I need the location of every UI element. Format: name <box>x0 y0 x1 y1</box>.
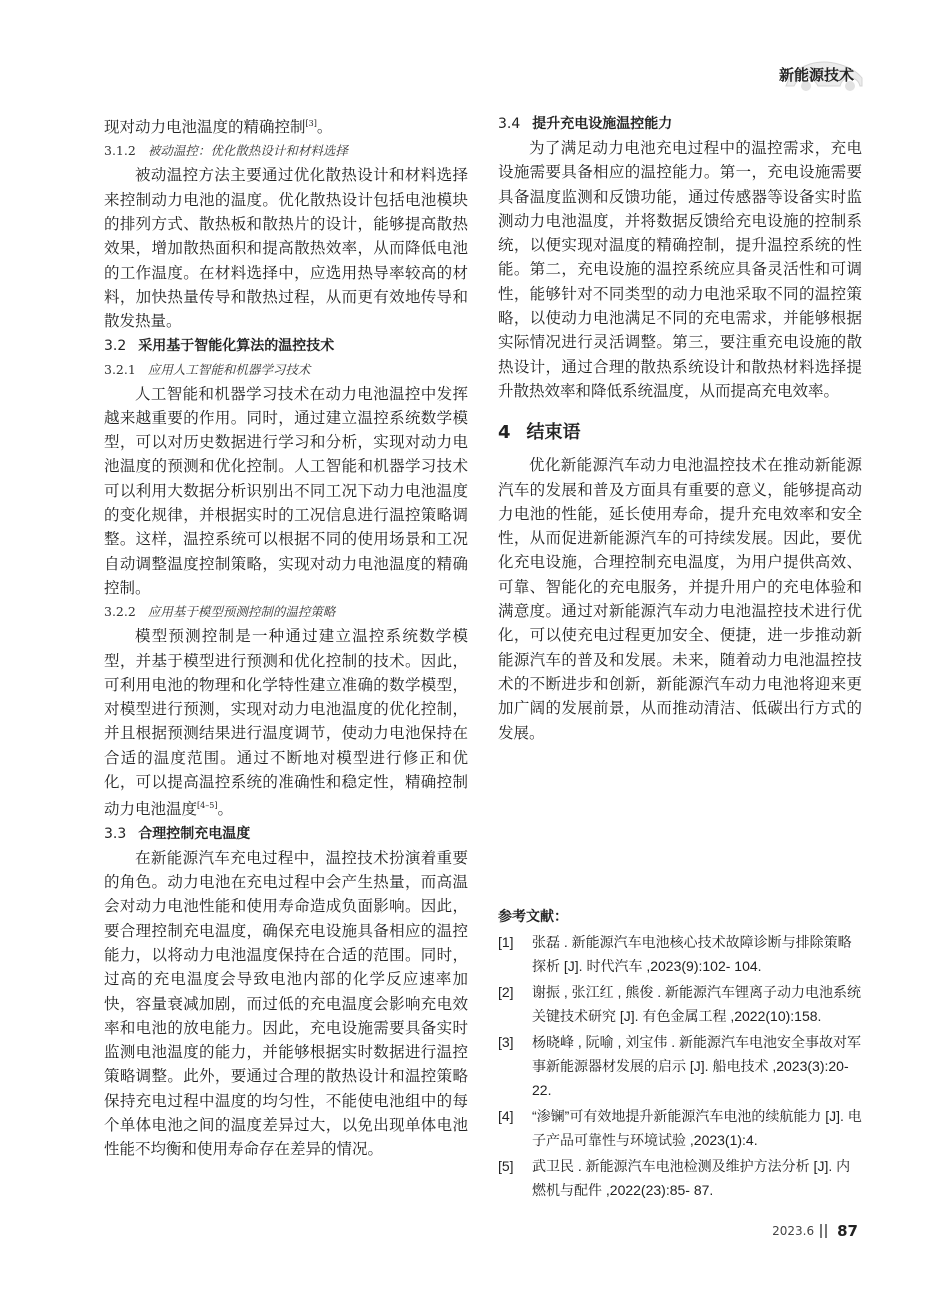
reference-text: 谢振 , 张江红 , 熊俊 . 新能源汽车锂离子动力电池系统关键技术研究 [J]. 有色金属工程 ,2022(10):158. <box>532 984 862 1024</box>
reference-text: 杨晓峰 , 阮喻 , 刘宝伟 . 新能源汽车电池安全事故对军事新能源器材发展的启示 [J]. 船电技术 ,2023(3):20- 22. <box>532 1034 862 1098</box>
reference-item <box>498 930 862 978</box>
section-heading <box>104 334 468 358</box>
paragraph-text: 模型预测控制是一种通过建立温控系统数学模型，并基于模型进行预测和优化控制的技术。因此，可利用电池的物理和化学特性建立准确的数学模型，对模型进行预测，实现对动力电池温度的优化控制，并且根据预测结果进行温度调节，使动力电池保持在合适的温度范围。通过不断地对模型进行修正和优化，可以提高温控系统的准确性和稳定性，精确控制动力电池温度 <box>104 627 468 819</box>
paragraph: 人工智能和机器学习技术在动力电池温控中发挥越来越重要的作用。同时，通过建立温控系统数学模型，可以对历史数据进行学习和分析，实现对动力电池温度的预测和优化控制。人工智能和机器学习技术可以利用大数据分析识别出不同工况下动力电池温度的变化规律，并根据实时的工况信息进行温控策略调整。这样，温控系统可以根据不同的使用场景和工况自动调整温度控制策略，实现对动力电池温度的精确控制。 <box>104 384 468 597</box>
references-title: 参考文献： <box>498 909 568 925</box>
reference-number: [2] <box>498 984 514 1000</box>
left-column <box>104 112 468 1162</box>
right-column <box>498 112 862 745</box>
issue-date: 2023.6 <box>772 1224 815 1238</box>
section-heading <box>104 822 468 846</box>
paragraph-end: 。 <box>217 800 233 819</box>
paragraph: 为了满足动力电池充电过程中的温控需求，充电设施需要具备相应的温控能力。第一，充电设施需要具备温度监测和反馈功能，通过传感器等设备实时监测动力电池温度，并将数据反馈给充电设施的控制系统，以便实现对温度的精确控制，提升温控系统的性能。第二，充电设施的温控系统应具备灵活性和可调性，能够针对不同类型的动力电池采取不同的温控策略，以使动力电池满足不同的充电需求，并能够根据实际情况进行灵活调整。第三，要注重充电设施的散热设计，通过合理的散热系统设计和散热材料选择提升散热效率和降低系统温度，从而提高充电效率。 <box>498 139 862 400</box>
reference-item <box>498 1030 862 1102</box>
section-number: 3.3 <box>104 825 127 842</box>
paragraph: 优化新能源汽车动力电池温控技术在推动新能源汽车的发展和普及方面具有重要的意义，能够提高动力电池的性能，延长使用寿命，提升充电效率和安全性，从而促进新能源汽车的可持续发展。因此，要优化充电设施，合理控制充电温度，为用户提供高效、可靠、智能化的充电服务，并提升用户的充电体验和满意度。通过对新能源汽车动力电池温控技术进行优化，可以使充电过程更加安全、便捷，进一步推动新能源汽车的普及和发展。未来，随着动力电池温控技术的不断进步和创新，新能源汽车动力电池将迎来更加广阔的发展前景，从而推动清洁、低碳出行方式的发展。 <box>498 456 862 742</box>
reference-text: 张磊 . 新能源汽车电池核心技术故障诊断与排除策略探析 [J]. 时代汽车 ,2023(9):102- 104. <box>532 934 852 974</box>
chapter-heading <box>498 421 862 445</box>
footer-divider <box>820 1224 822 1238</box>
section-title: 提升充电设施温控能力 <box>532 116 673 132</box>
paragraph <box>104 624 468 822</box>
subsection-heading <box>104 358 468 382</box>
reference-list <box>498 930 862 1204</box>
section-number: 3.2 <box>104 337 127 354</box>
reference-text: “渗镧”可有效地提升新能源汽车电池的续航能力 [J]. 电子产品可靠性与环境试验 ,2023(1):4. <box>532 1108 862 1148</box>
subsection-title: 被动温控：优化散热设计和材料选择 <box>147 143 348 159</box>
section-title: 合理控制充电温度 <box>138 825 251 842</box>
chapter-number: 4 <box>498 422 511 444</box>
subsection-heading <box>104 139 468 163</box>
page-footer <box>772 1222 858 1240</box>
journal-section-label: 新能源技术 <box>778 66 854 84</box>
subsection-title: 应用人工智能和机器学习技术 <box>147 361 311 377</box>
footer-divider <box>825 1224 827 1238</box>
reference-number: [4] <box>498 1108 514 1124</box>
subsection-number: 3.2.1 <box>104 361 136 377</box>
reference-item <box>498 980 862 1028</box>
reference-item <box>498 1104 862 1152</box>
subsection-title: 应用基于模型预测控制的温控策略 <box>147 604 336 620</box>
reference-item <box>498 1154 862 1202</box>
reference-number: [1] <box>498 934 514 950</box>
reference-number: [5] <box>498 1158 514 1174</box>
chapter-title: 结束语 <box>526 422 581 444</box>
citation: [4–5] <box>197 801 218 811</box>
paragraph: 被动温控方法主要通过优化散热设计和材料选择来控制动力电池的温度。优化散热设计包括电池模块的排列方式、散热板和散热片的设计，能够提高散热效果，增加散热面积和提高散热效率，从而降低电池的工作温度。在材料选择中，应选用热导率较高的材料，加快热量传导和散热过程，从而更有效地传导和散发热量。 <box>104 166 468 331</box>
subsection-number: 3.1.2 <box>104 143 136 159</box>
section-title: 采用基于智能化算法的温控技术 <box>138 337 335 354</box>
paragraph-text: 现对动力电池温度的精确控制 <box>104 118 306 137</box>
subsection-heading <box>104 600 468 624</box>
citation: [3] <box>305 119 317 128</box>
subsection-number: 3.2.2 <box>104 604 136 620</box>
paragraph <box>104 112 468 139</box>
section-heading <box>498 112 862 136</box>
page-number: 87 <box>837 1222 858 1240</box>
reference-number: [3] <box>498 1034 514 1050</box>
paragraph-end: 。 <box>316 118 333 137</box>
section-number: 3.4 <box>498 116 521 132</box>
paragraph: 在新能源汽车充电过程中，温控技术扮演着重要的角色。动力电池在充电过程中会产生热量，而高温会对动力电池性能和使用寿命造成负面影响。因此，要合理控制充电温度，确保充电设施具备相应的温控能力，以将动力电池温度保持在合适的范围。同时，过高的充电温度会导致电池内部的化学反应速率加快，容量衰减加剧，而过低的充电温度会影响充电效率和电池的放电能力。因此，充电设施需要具备实时监测电池温度的能力，并能够根据实时数据进行温控策略调整。此外，要通过合理的散热设计和温控策略保持充电过程中温度的均匀性，不能使电池组中的每个单体电池之间的温度差异过大，以免出现单体电池性能不均衡和使用寿命存在差异的情况。 <box>104 848 468 1159</box>
reference-text: 武卫民 . 新能源汽车电池检测及维护方法分析 [J]. 内燃机与配件 ,2022(23):85- 87. <box>532 1158 851 1198</box>
